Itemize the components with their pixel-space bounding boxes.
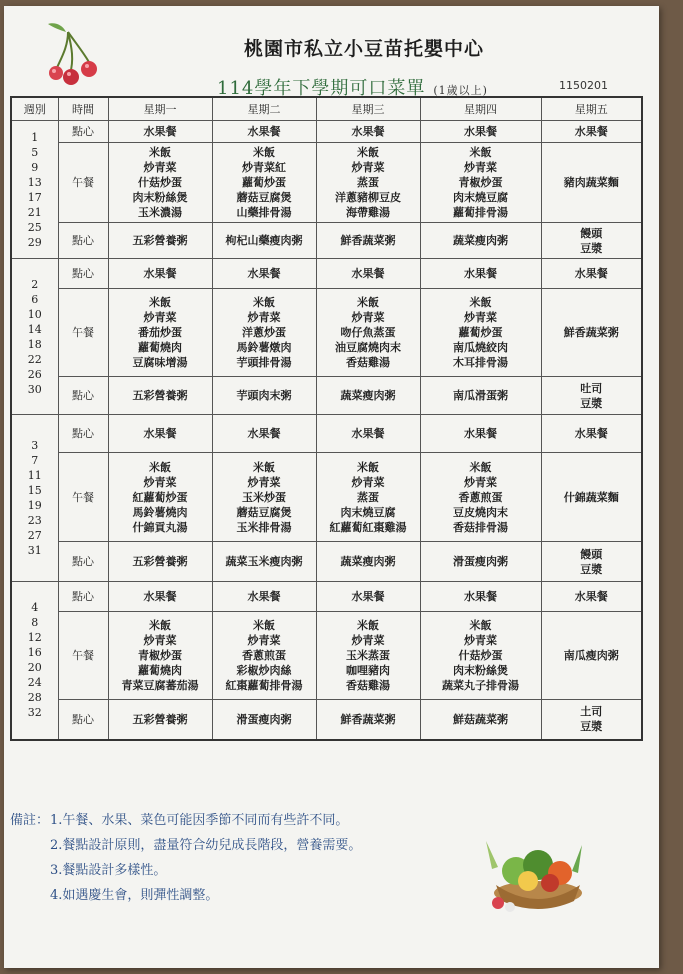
dish-item: 饅頭 [580,226,603,240]
menu-cell-lunch [108,143,212,223]
dish-item: 豆漿 [580,720,603,734]
cherry-logo-icon [44,18,104,88]
dish-item: 炒青菜 [143,161,177,174]
week-numbers [11,121,58,259]
note-item: 3.餐點設計多樣性。 [50,863,167,878]
dish-item: 滑蛋瘦肉粥 [453,555,508,568]
time-label-lunch: 午餐 [58,143,108,223]
menu-cell-morning-snack: 水果餐 [541,415,642,453]
menu-cell-afternoon-snack [316,542,420,582]
dish-item: 蔬菜丸子排骨湯 [442,679,519,692]
dish-item: 什菇炒蛋 [458,649,503,662]
week-number: 27 [27,529,42,542]
table-row [11,143,642,223]
time-label-morning-snack: 點心 [58,582,108,612]
dish-item: 炒青菜 [247,634,281,647]
time-label-afternoon-snack: 點心 [58,377,108,415]
col-header-time: 時間 [58,97,108,121]
dish-item: 枸杞山藥瘦肉粥 [225,234,303,247]
dish-item: 米飯 [149,296,171,309]
document-code: 1150201 [559,79,608,92]
dish-item: 米飯 [469,146,492,159]
time-label-lunch: 午餐 [58,612,108,700]
week-number: 23 [27,514,42,527]
menu-cell-morning-snack: 水果餐 [212,582,316,612]
dish-item: 海帶雞湯 [346,206,390,219]
dish-item: 青菜豆腐蕃茄湯 [121,679,199,692]
menu-cell-afternoon-snack [108,223,212,259]
table-row [11,453,642,542]
week-number: 31 [27,544,42,557]
dish-item: 青椒炒蛋 [138,649,182,662]
menu-cell-lunch [420,289,541,377]
dish-item: 肉末粉絲煲 [453,664,508,677]
week-number: 9 [31,160,39,174]
menu-cell-lunch [108,453,212,542]
dish-item: 蘿蔔排骨湯 [453,206,508,219]
table-row [11,259,642,289]
dish-item: 米飯 [469,460,492,474]
dish-item: 吻仔魚蒸蛋 [340,326,396,339]
dish-item: 豆皮燒肉末 [453,505,508,519]
dish-item: 蔬菜瘦肉粥 [340,555,396,568]
menu-cell-lunch [420,453,541,542]
time-label-afternoon-snack: 點心 [58,542,108,582]
menu-cell-lunch [420,612,541,700]
week-number: 16 [27,646,42,660]
dish-item: 南瓜燒絞肉 [453,341,508,354]
week-number: 10 [27,307,42,321]
dish-item: 米飯 [357,619,379,632]
menu-cell-afternoon-snack [420,700,541,740]
dish-item: 土司 [580,705,603,719]
dish-item: 蒸蛋 [357,490,379,504]
week-numbers [11,259,58,415]
menu-cell-afternoon-snack [108,700,212,740]
menu-cell-lunch [108,612,212,700]
dish-item: 玉米濃湯 [138,206,182,219]
dish-item: 豬肉蔬菜麵 [563,176,619,189]
dish-item: 香菇排骨湯 [453,520,508,534]
dish-item: 香蔥煎蛋 [242,649,286,662]
dish-item: 洋蔥炒蛋 [242,326,286,339]
menu-cell-morning-snack: 水果餐 [316,415,420,453]
time-label-morning-snack: 點心 [58,415,108,453]
week-number: 1 [31,130,39,144]
dish-item: 饅頭 [580,547,603,561]
week-number: 12 [27,631,42,645]
col-header-week: 週別 [11,97,58,121]
dish-item: 玉米排骨湯 [236,520,292,534]
menu-cell-lunch [212,453,316,542]
dish-item: 紅蘿蔔炒蛋 [132,490,188,504]
dish-item: 蘿蔔炒蛋 [242,176,286,189]
dish-item: 炒青菜 [464,311,497,324]
table-row [11,415,642,453]
dish-item: 炒青菜 [143,634,177,647]
menu-cell-morning-snack: 水果餐 [108,121,212,143]
dish-item: 山藥排骨湯 [236,206,292,219]
week-number: 20 [27,661,42,675]
dish-item: 什菇炒蛋 [138,176,182,189]
week-numbers [11,415,58,582]
week-number: 3 [31,439,39,452]
menu-cell-lunch [212,143,316,223]
week-number: 2 [31,277,39,291]
time-label-afternoon-snack: 點心 [58,223,108,259]
dish-item: 馬鈴薯燉肉 [236,341,292,354]
dish-item: 炒青菜 [464,475,497,489]
dish-item: 炒青菜 [351,311,385,324]
vegetable-basket-icon [478,823,593,913]
week-number: 6 [31,292,39,306]
note-item: 1.午餐、水果、菜色可能因季節不同而有些許不同。 [50,813,349,828]
dish-item: 米飯 [469,619,492,632]
menu-cell-afternoon-snack [420,377,541,415]
dish-item: 南瓜瘦肉粥 [563,649,619,662]
menu-cell-morning-snack: 水果餐 [420,582,541,612]
dish-item: 玉米炒蛋 [242,490,286,504]
dish-item: 蔬菜玉米瘦肉粥 [225,555,303,568]
dish-item: 什錦貢丸湯 [132,520,188,534]
dish-item: 番茄炒蛋 [138,326,182,339]
menu-cell-morning-snack: 水果餐 [212,259,316,289]
dish-item: 炒青菜 [247,311,281,324]
time-label-morning-snack: 點心 [58,121,108,143]
dish-item: 滑蛋瘦肉粥 [236,712,292,726]
col-header-mon: 星期一 [108,97,212,121]
dish-item: 炒青菜 [247,475,281,489]
dish-item: 豆腐味增湯 [132,356,188,369]
week-number: 22 [27,352,42,366]
dish-item: 米飯 [357,146,379,159]
week-number: 26 [27,367,42,381]
col-header-wed: 星期三 [316,97,420,121]
dish-item: 五彩營養粥 [132,712,188,726]
menu-cell-afternoon-snack [541,223,642,259]
dish-item: 芋頭排骨湯 [236,356,292,369]
dish-item: 蘿蔔燒肉 [138,664,182,677]
week-number: 28 [27,691,42,705]
week-number: 21 [27,205,42,219]
dish-item: 炒青菜 [143,311,177,324]
dish-item: 米飯 [149,619,171,632]
notes-list [10,808,361,908]
week-number: 32 [27,706,42,720]
dish-item: 蒸蛋 [357,176,379,189]
dish-item: 炒青菜 [464,634,497,647]
table-row [11,121,642,143]
menu-cell-afternoon-snack [316,377,420,415]
menu-cell-lunch [316,143,420,223]
col-header-tue: 星期二 [212,97,316,121]
dish-item: 馬鈴薯燒肉 [132,505,188,519]
subtitle-text: 114學年下學期可口菜單 [217,78,426,99]
table-row [11,289,642,377]
dish-item: 豆漿 [580,562,603,576]
dish-item: 五彩營養粥 [132,389,188,402]
table-header-row [11,97,642,121]
dish-item: 彩椒炒肉絲 [236,664,292,677]
menu-cell-lunch [212,289,316,377]
dish-item: 什錦蔬菜麵 [563,490,619,504]
menu-cell-afternoon-snack [541,377,642,415]
menu-cell-afternoon-snack [108,542,212,582]
table-row [11,612,642,700]
dish-item: 米飯 [149,460,171,474]
menu-cell-afternoon-snack [420,223,541,259]
menu-cell-morning-snack: 水果餐 [541,121,642,143]
week-number: 19 [27,499,42,512]
dish-item: 炒青菜紅 [242,161,286,174]
week-number: 8 [31,616,39,630]
dish-item: 紅蘿蔔紅棗雞湯 [329,520,407,534]
menu-cell-afternoon-snack [420,542,541,582]
menu-cell-morning-snack: 水果餐 [541,259,642,289]
menu-cell-lunch [541,143,642,223]
week-number: 25 [27,220,42,234]
menu-cell-morning-snack: 水果餐 [316,582,420,612]
week-number: 30 [27,382,42,396]
dish-item: 香菇雞湯 [346,679,390,692]
menu-cell-morning-snack: 水果餐 [212,121,316,143]
time-label-afternoon-snack: 點心 [58,700,108,740]
age-note: (1歲以上) [433,84,488,97]
dish-item: 鮮香蔬菜粥 [340,234,396,247]
menu-cell-lunch [108,289,212,377]
dish-item: 肉末燒豆腐 [453,191,508,204]
table-row [11,377,642,415]
menu-cell-lunch [541,289,642,377]
menu-cell-morning-snack: 水果餐 [420,259,541,289]
menu-cell-morning-snack: 水果餐 [316,259,420,289]
dish-item: 五彩營養粥 [132,555,188,568]
table-row [11,700,642,740]
menu-table [10,96,643,741]
dish-item: 豆漿 [580,396,603,410]
week-numbers [11,582,58,740]
dish-item: 香蔥煎蛋 [458,490,503,504]
menu-cell-morning-snack: 水果餐 [316,121,420,143]
week-number: 17 [27,190,42,204]
week-number: 5 [31,145,39,159]
dish-item: 米飯 [253,146,275,159]
menu-cell-afternoon-snack [108,377,212,415]
dish-item: 肉末粉絲煲 [132,191,188,204]
menu-cell-lunch [541,453,642,542]
dish-item: 米飯 [469,296,492,309]
dish-item: 米飯 [253,460,275,474]
time-label-lunch: 午餐 [58,453,108,542]
dish-item: 炒青菜 [464,161,497,174]
col-header-fri: 星期五 [541,97,642,121]
week-number: 18 [27,337,42,351]
dish-item: 蘿蔔炒蛋 [458,326,503,339]
note-item: 2.餐點設計原則，盡量符合幼兒成長階段，營養需要。 [50,838,362,853]
dish-item: 玉米蒸蛋 [346,649,390,662]
dish-item: 咖哩豬肉 [346,664,390,677]
dish-item: 肉末燒豆腐 [340,505,396,519]
menu-cell-afternoon-snack [316,700,420,740]
menu-cell-lunch [212,612,316,700]
week-number: 29 [27,235,42,249]
week-number: 11 [27,469,42,482]
dish-item: 鮮香蔬菜粥 [563,326,619,339]
menu-cell-lunch [316,289,420,377]
table-row [11,542,642,582]
menu-cell-lunch [316,453,420,542]
menu-cell-afternoon-snack [212,700,316,740]
dish-item: 蘿蔔燒肉 [138,341,182,354]
menu-cell-afternoon-snack [212,377,316,415]
week-number: 14 [27,322,42,336]
page-title: 桃園市私立小豆苗托嬰中心 [243,38,484,60]
dish-item: 油豆腐燒肉末 [335,341,401,354]
menu-cell-lunch [420,143,541,223]
week-number: 24 [27,676,42,690]
menu-cell-morning-snack: 水果餐 [420,415,541,453]
menu-cell-afternoon-snack [212,223,316,259]
dish-item: 蔬菜瘦肉粥 [340,389,396,402]
time-label-morning-snack: 點心 [58,259,108,289]
dish-item: 蘑菇豆腐煲 [236,505,292,519]
menu-cell-morning-snack: 水果餐 [108,415,212,453]
menu-cell-afternoon-snack [541,700,642,740]
menu-cell-morning-snack: 水果餐 [108,259,212,289]
dish-item: 米飯 [357,296,379,309]
menu-cell-lunch [541,612,642,700]
dish-item: 炒青菜 [351,634,385,647]
table-row [11,223,642,259]
dish-item: 米飯 [253,296,275,309]
dish-item: 米飯 [149,146,171,159]
menu-cell-morning-snack: 水果餐 [108,582,212,612]
dish-item: 炒青菜 [351,475,385,489]
dish-item: 南瓜滑蛋粥 [453,389,508,402]
week-number: 4 [31,601,39,615]
dish-item: 炒青菜 [351,161,385,174]
dish-item: 紅棗蘿蔔排骨湯 [225,679,303,692]
note-item: 4.如遇慶生會，則彈性調整。 [50,888,219,903]
dish-item: 米飯 [253,619,275,632]
dish-item: 豆漿 [580,241,603,255]
col-header-thu: 星期四 [420,97,541,121]
week-number: 13 [27,175,42,189]
dish-item: 鮮香蔬菜粥 [340,712,396,726]
dish-item: 芋頭肉末粥 [236,389,292,402]
time-label-lunch: 午餐 [58,289,108,377]
menu-cell-afternoon-snack [316,223,420,259]
dish-item: 鮮菇蔬菜粥 [453,712,508,726]
week-number: 7 [31,454,39,467]
table-row [11,582,642,612]
menu-cell-afternoon-snack [541,542,642,582]
dish-item: 洋蔥豬柳豆皮 [335,191,401,204]
notes-section [10,808,361,908]
dish-item: 五彩營養粥 [132,234,188,247]
menu-cell-morning-snack: 水果餐 [541,582,642,612]
dish-item: 米飯 [357,460,379,474]
dish-item: 香菇雞湯 [346,356,390,369]
dish-item: 蘑菇豆腐煲 [236,191,292,204]
week-number: 15 [27,484,42,497]
dish-item: 吐司 [580,381,603,395]
menu-cell-lunch [316,612,420,700]
dish-item: 木耳排骨湯 [453,356,508,369]
dish-item: 炒青菜 [143,475,177,489]
menu-cell-morning-snack: 水果餐 [212,415,316,453]
dish-item: 蔬菜瘦肉粥 [453,234,508,247]
notes-label: 備註： [10,813,50,828]
menu-cell-afternoon-snack [212,542,316,582]
dish-item: 青椒炒蛋 [458,176,503,189]
menu-cell-morning-snack: 水果餐 [420,121,541,143]
